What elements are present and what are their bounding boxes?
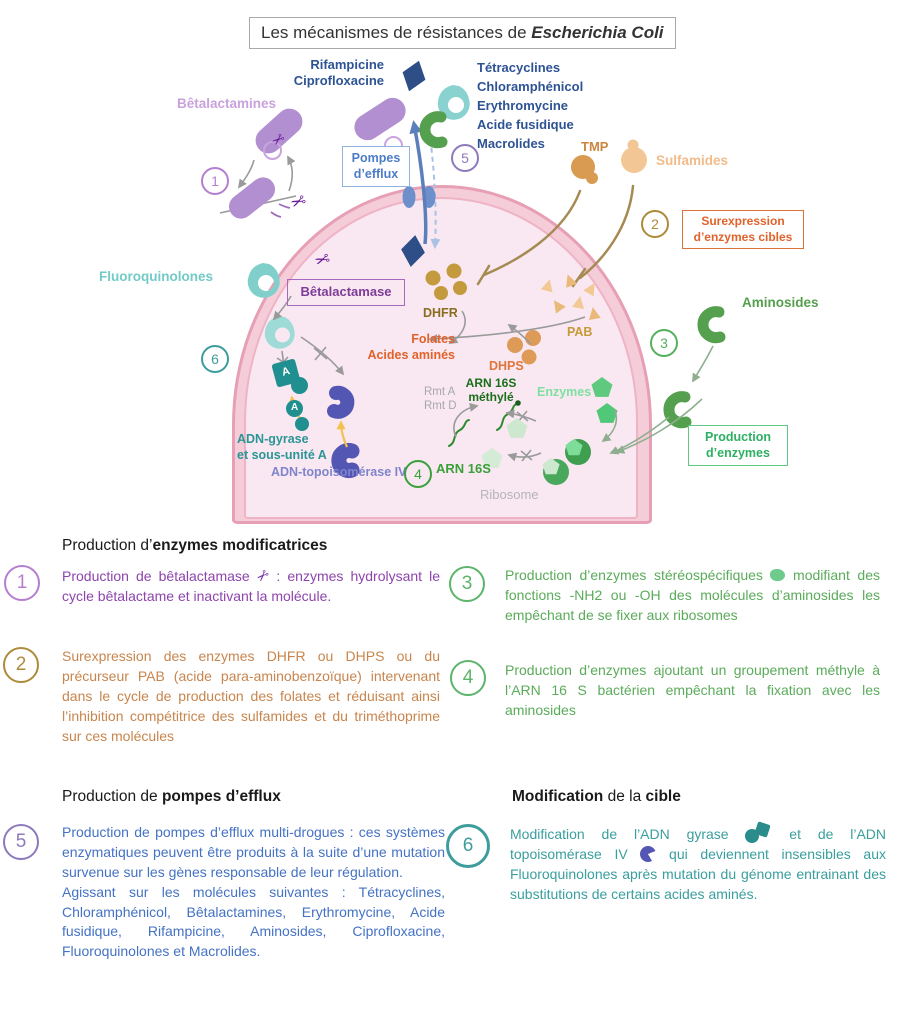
item-circle-4: 4	[450, 660, 486, 696]
box-pompes-efflux: Pompes d’efflux	[342, 146, 410, 187]
step-circle-3: 3	[650, 329, 678, 357]
item-circle-1: 1	[4, 565, 40, 601]
item-text-1: Production de bêtalactamase ✂ : enzymes hydrolysant le cycle bêtalactame et inactivant la molécule.	[62, 565, 441, 605]
step-circle-5: 5	[451, 144, 479, 172]
label-adn-gyrase: ADN-gyrase et sous-unité A	[237, 432, 327, 462]
label-enzymes: Enzymes	[537, 385, 592, 399]
heading-modification-cible: Modification de la cible	[512, 788, 681, 805]
scissors-icon: ✂	[267, 129, 289, 151]
subunit-a-label: A	[280, 365, 292, 379]
scissors-icon: ✂	[287, 189, 310, 216]
item-text-4: Production d’enzymes ajoutant un groupement méthyle à l’ARN 16 S bactérien empêchant la fixation avec les aminosides	[505, 662, 880, 718]
item-text-2: Surexpression des enzymes DHFR ou DHPS ou du précurseur PAB (acide para-aminobenzoïque) intervenant dans le cycle de production des folates et réduisant ainsi l’inhibition compétitrice des sulfamides et du triméthoprime sur ces molécules	[62, 648, 440, 744]
box-surexpression: Surexpression d’enzymes cibles	[682, 210, 804, 249]
label-ribosome: Ribosome	[480, 487, 539, 502]
label-tmp: TMP	[581, 139, 609, 154]
item-text-6: Modification de l’ADN gyrase et de l’ADN topoisomérase IV qui deviennent insensibles aux Fluoroquinolones après mutation du génome entrainant des substitutions de certains acides aminés.	[510, 823, 886, 905]
label-drug-list: Tétracyclines Chloramphénicol Erythromycine Acide fusidique Macrolides	[477, 60, 584, 151]
label-betalactamines: Bêtalactamines	[177, 96, 277, 111]
item-text-5: Production de pompes d’efflux multi-drogues : ces systèmes enzymatiques peuvent être produits à la suite d’une mutation survenue sur les gènes responsable de leur régulation. Agissant sur les molécules suivantes : Tétracyclines, Chloramphénicol, Bêtalactamines, Erythromycine, Acide fusidique, Rifampicine, Aminosides, Ciprofloxacine, Fluoroquinolones et Macrolides.	[62, 824, 445, 960]
inhibition-lines	[478, 186, 633, 286]
arn16s-squiggles	[449, 404, 517, 446]
label-fluoroquinolones: Fluoroquinolones	[99, 269, 213, 284]
heading-enzymes-modificatrices: Production d’enzymes modificatrices	[62, 537, 328, 554]
title-species: Escherichia Coli	[531, 23, 664, 42]
scissors-icon: ✂	[251, 565, 274, 588]
step-circle-4: 4	[404, 460, 432, 488]
title-prefix: Les mécanismes de résistances de	[261, 23, 532, 42]
scissors-icon: ✂	[311, 248, 334, 273]
label-folates: Folates Acides aminés	[367, 332, 455, 362]
label-dhfr: DHFR	[423, 306, 458, 320]
adn-gyrase-circle	[291, 377, 308, 394]
item-circle-2: 2	[3, 647, 39, 683]
topoisomerase-icon	[640, 846, 656, 862]
step-circle-6: 6	[201, 345, 229, 373]
pab-molecules	[541, 272, 601, 320]
label-arn16s-methyle: ARN 16S méthylé	[465, 376, 517, 404]
label-rifampicine: Rifampicine Ciprofloxacine	[293, 57, 384, 88]
box-betalactamase: Bêtalactamase	[287, 279, 405, 306]
damaged-capsule-legs	[271, 204, 290, 217]
label-rmt: Rmt A Rmt D	[424, 386, 457, 412]
item-circle-3: 3	[449, 566, 485, 602]
adn-gyrase-circle	[295, 417, 309, 431]
dhfr-molecules	[426, 264, 468, 301]
label-pab: PAB	[567, 325, 593, 339]
poster-title	[249, 17, 676, 49]
item-text-3: Production d’enzymes stéréospécifiques modifiant des fonctions -NH2 ou -OH des molécules d’aminosides les empêchant de se fixer aux ribosomes	[505, 567, 880, 623]
step-circle-1: 1	[201, 167, 229, 195]
adn-gyrase-icon	[745, 823, 772, 843]
label-sulfamides: Sulfamides	[656, 153, 729, 168]
item-circle-6: 6	[446, 824, 490, 868]
step-circle-2: 2	[641, 210, 669, 238]
heading-pompes-efflux: Production de pompes d’efflux	[62, 788, 281, 805]
subunit-a-label: A	[291, 402, 299, 413]
label-aminosides: Aminosides	[742, 295, 819, 310]
label-dhps: DHPS	[489, 359, 524, 373]
label-arn16s: ARN 16S	[436, 461, 491, 476]
box-production-enzymes: Production d’enzymes	[688, 425, 788, 466]
enzyme-blob-icon	[770, 569, 785, 581]
item-circle-5: 5	[3, 824, 39, 860]
label-adn-topoisomerase: ADN-topoisomérase IV	[271, 465, 407, 479]
